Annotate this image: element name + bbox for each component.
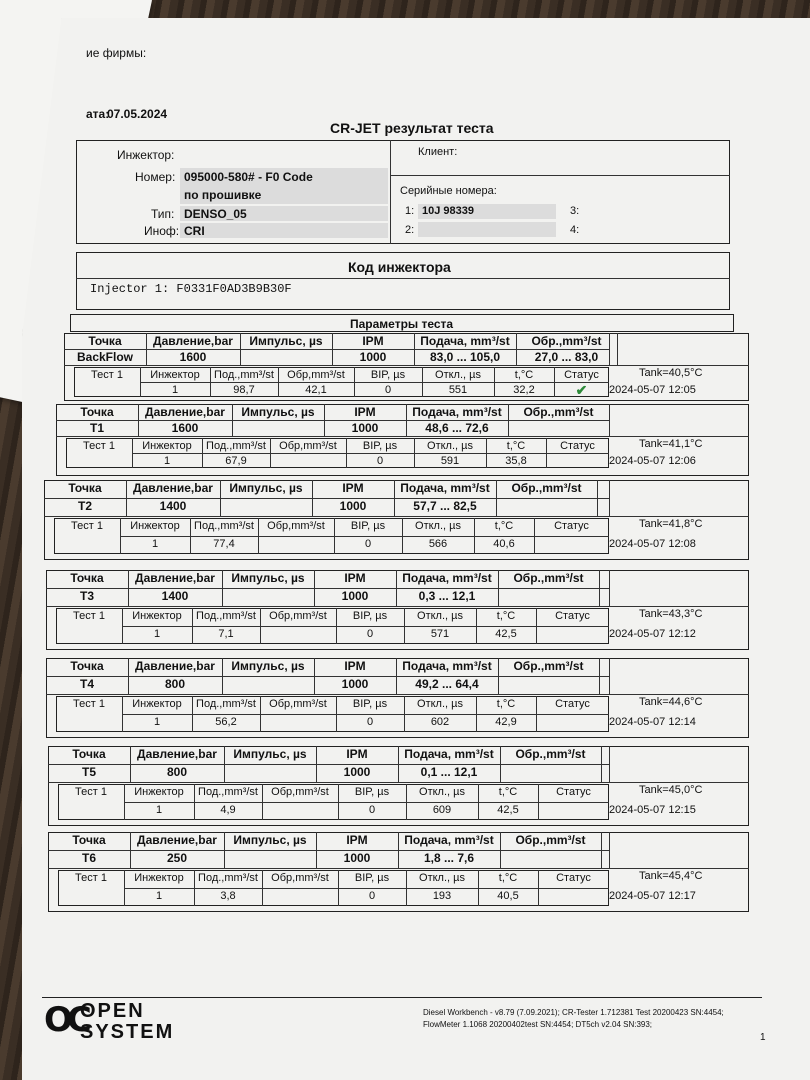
sub-header-status: Статус — [556, 872, 591, 884]
header-bottom-line — [46, 694, 749, 695]
client-divider — [390, 175, 730, 176]
number-value: 095000-580# - F0 Code — [184, 170, 313, 184]
col-header-pressure: Давление,bar — [137, 833, 217, 847]
sub-header-pod: Под.,mm³/st — [206, 440, 266, 452]
type-value: DENSO_05 — [184, 207, 247, 221]
col-header-pressure: Давление,bar — [137, 747, 217, 761]
measure-otkl: 602 — [430, 716, 450, 728]
measure-bip: 0 — [366, 716, 374, 728]
col-header-delivery: Подача, mm³/st — [402, 571, 492, 585]
pressure-value: 1400 — [159, 499, 187, 513]
measure-temp: 35,8 — [505, 455, 527, 467]
col-header-impulse: Импульс, µs — [231, 659, 305, 673]
serial2-shade — [418, 222, 556, 237]
sub-header-injector: Инжектор — [150, 369, 200, 381]
date-label: ата: — [86, 107, 110, 121]
status-ok-icon: ✔ — [575, 382, 588, 398]
sub-header-otkl: Откл., µs — [419, 786, 465, 798]
measure-otkl: 609 — [432, 804, 452, 816]
sub-header-pod: Под.,mm³/st — [198, 786, 258, 798]
measure-injector: 1 — [151, 538, 159, 550]
code-divider — [76, 278, 730, 279]
sub-header-obr: Обр,mm³/st — [267, 520, 325, 532]
serial-3-label: 3: — [570, 205, 580, 217]
sub-header-bip: BIP, µs — [370, 369, 406, 381]
point-value: T2 — [77, 499, 92, 513]
col-header-backflow: Обр.,mm³/st — [523, 405, 594, 419]
sub-header-otkl: Откл., µs — [417, 610, 463, 622]
sub-header-temp: t,°C — [514, 369, 534, 381]
pressure-value: 800 — [164, 677, 186, 691]
measure-injector: 1 — [153, 628, 161, 640]
sub-header-temp: t,°C — [498, 872, 518, 884]
measure-injector: 1 — [155, 804, 163, 816]
measure-row-line — [132, 453, 609, 454]
col-header-pressure: Давление,bar — [153, 334, 233, 348]
test-time: 2024-05-07 12:12 — [609, 628, 696, 640]
delivery-value: 57,7 ... 82,5 — [413, 499, 477, 513]
col-header-point: Точка — [70, 659, 104, 673]
sub-header-bip: BIP, µs — [352, 698, 388, 710]
pressure-value: 1400 — [161, 589, 189, 603]
page-number: 1 — [760, 1032, 766, 1043]
info-value: CRI — [184, 224, 205, 238]
sub-header-otkl: Откл., µs — [435, 369, 481, 381]
backflow-value: 27,0 ... 83,0 — [534, 350, 599, 364]
col-header-backflow: Обр.,mm³/st — [513, 571, 584, 585]
measure-injector: 1 — [163, 455, 171, 467]
pressure-value: 800 — [166, 765, 188, 779]
serial-2-label: 2: — [405, 224, 415, 236]
measure-otkl: 193 — [432, 890, 452, 902]
header-col-line — [617, 333, 618, 365]
sub-header-otkl: Откл., µs — [415, 520, 461, 532]
header-bottom-line — [44, 516, 749, 517]
sub-header-obr: Обр,mm³/st — [269, 610, 327, 622]
header-col-line — [601, 746, 602, 782]
sub-header-bip: BIP, µs — [354, 872, 390, 884]
measure-injector: 1 — [171, 384, 179, 396]
measure-otkl: 551 — [448, 384, 468, 396]
tank-temp: Tank=45,4°C — [639, 870, 703, 882]
sub-header-obr: Обр,mm³/st — [269, 698, 327, 710]
measure-otkl: 591 — [440, 455, 460, 467]
measure-injector: 1 — [155, 890, 163, 902]
measure-bip: 0 — [368, 890, 376, 902]
report-title: CR-JET результат теста — [330, 120, 494, 136]
footer-info-2: FlowMeter 1.1068 20200402test SN:4454; DT5ch v2.04 SN:393; — [423, 1020, 653, 1029]
pressure-value: 250 — [166, 851, 188, 865]
params-title: Параметры теста — [350, 317, 454, 331]
col-header-point: Точка — [88, 334, 122, 348]
point-value: BackFlow — [76, 350, 133, 364]
delivery-value: 0,1 ... 12,1 — [420, 765, 478, 779]
col-header-impulse: Импульс, µs — [231, 571, 305, 585]
sub-header-otkl: Откл., µs — [417, 698, 463, 710]
col-header-delivery: Подача, mm³/st — [400, 481, 490, 495]
tank-temp: Tank=40,5°C — [639, 367, 703, 379]
header-end-line — [609, 832, 610, 868]
serial-4-label: 4: — [570, 224, 580, 236]
col-header-delivery: Подача, mm³/st — [404, 833, 494, 847]
sub-header-test: Тест 1 — [75, 786, 107, 798]
ipm-value: 1000 — [341, 589, 369, 603]
sub-header-status: Статус — [564, 369, 599, 381]
measure-row-line — [124, 802, 609, 803]
col-header-impulse: Импульс, µs — [241, 405, 315, 419]
pressure-value: 1600 — [171, 421, 199, 435]
delivery-value: 0,3 ... 12,1 — [418, 589, 476, 603]
header-col-line — [597, 480, 598, 516]
measure-otkl: 566 — [428, 538, 448, 550]
measure-temp: 42,5 — [495, 628, 517, 640]
serial-1-label: 1: — [405, 205, 415, 217]
sub-header-test: Тест 1 — [91, 369, 123, 381]
tank-temp: Tank=43,3°C — [639, 608, 703, 620]
col-header-pressure: Давление,bar — [145, 405, 225, 419]
col-header-delivery: Подача, mm³/st — [402, 659, 492, 673]
col-header-point: Точка — [70, 571, 104, 585]
measure-temp: 42,9 — [495, 716, 517, 728]
col-header-backflow: Обр.,mm³/st — [513, 659, 584, 673]
col-header-delivery: Подача, mm³/st — [420, 334, 510, 348]
header-bottom-line — [56, 436, 749, 437]
sub-header-obr: Обр,mm³/st — [279, 440, 337, 452]
col-header-pressure: Давление,bar — [135, 571, 215, 585]
col-header-ipm: IPM — [346, 833, 368, 847]
sub-header-injector: Инжектор — [134, 786, 184, 798]
test-time: 2024-05-07 12:06 — [609, 455, 696, 467]
measure-bip: 0 — [364, 538, 372, 550]
measure-bip: 0 — [384, 384, 392, 396]
number-label: Номер: — [135, 170, 176, 184]
ipm-value: 1000 — [343, 851, 371, 865]
sub-header-pod: Под.,mm³/st — [194, 520, 254, 532]
header-col-line — [599, 658, 600, 694]
sub-header-injector: Инжектор — [132, 698, 182, 710]
info-shade — [180, 223, 388, 238]
test-time: 2024-05-07 12:05 — [609, 384, 696, 396]
logo-open: OPEN — [80, 1000, 145, 1022]
sub-header-status: Статус — [555, 610, 590, 622]
delivery-value: 1,8 ... 7,6 — [423, 851, 475, 865]
col-header-point: Точка — [72, 833, 106, 847]
col-header-backflow: Обр.,mm³/st — [515, 747, 586, 761]
serial-1-value: 10J 98339 — [422, 205, 474, 217]
measure-pod: 98,7 — [233, 384, 255, 396]
header-bottom-line — [48, 782, 749, 783]
sub-header-test: Тест 1 — [83, 440, 115, 452]
sub-header-pod: Под.,mm³/st — [196, 610, 256, 622]
date-value: 07.05.2024 — [107, 107, 168, 121]
header-bottom-line — [64, 365, 749, 366]
measure-row-line — [120, 536, 609, 537]
number-value-2: по прошивке — [184, 188, 262, 202]
point-value: T5 — [81, 765, 96, 779]
footer-info-1: Diesel Workbench - v8.79 (7.09.2021); CR-Tester 1.712381 Test 20200423 SN:4454; — [423, 1008, 724, 1017]
info-label: Иноф: — [144, 224, 180, 238]
sub-header-injector: Инжектор — [134, 872, 184, 884]
col-header-point: Точка — [72, 747, 106, 761]
col-header-delivery: Подача, mm³/st — [404, 747, 494, 761]
col-header-ipm: IPM — [354, 405, 376, 419]
sub-header-otkl: Откл., µs — [427, 440, 473, 452]
code-title: Код инжектора — [348, 259, 451, 275]
sub-header-obr: Обр,mm³/st — [287, 369, 345, 381]
header-bottom-line — [46, 606, 749, 607]
tank-temp: Tank=44,6°C — [639, 696, 703, 708]
sub-header-temp: t,°C — [494, 520, 514, 532]
col-header-ipm: IPM — [362, 334, 384, 348]
sub-header-test: Тест 1 — [75, 872, 107, 884]
header-end-line — [609, 746, 610, 782]
measure-bip: 0 — [366, 628, 374, 640]
sub-header-temp: t,°C — [496, 698, 516, 710]
point-value: T3 — [79, 589, 94, 603]
measure-row-line — [124, 888, 609, 889]
col-header-delivery: Подача, mm³/st — [412, 405, 502, 419]
header-end-line — [609, 658, 610, 694]
company-label: ие фирмы: — [86, 46, 147, 60]
sub-header-test: Тест 1 — [71, 520, 103, 532]
point-value: T6 — [81, 851, 96, 865]
injector-label: Инжектор: — [117, 148, 175, 162]
tank-temp: Tank=41,8°C — [639, 518, 703, 530]
tank-temp: Tank=41,1°C — [639, 438, 703, 450]
header-end-line — [609, 480, 610, 516]
measure-bip: 0 — [376, 455, 384, 467]
sub-header-otkl: Откл., µs — [419, 872, 465, 884]
ipm-value: 1000 — [339, 499, 367, 513]
sub-header-test: Тест 1 — [73, 698, 105, 710]
col-header-pressure: Давление,bar — [133, 481, 213, 495]
delivery-value: 48,6 ... 72,6 — [425, 421, 489, 435]
test-time: 2024-05-07 12:17 — [609, 890, 696, 902]
header-col-line — [599, 570, 600, 606]
measure-pod: 3,8 — [220, 890, 236, 902]
measure-pod: 7,1 — [218, 628, 234, 640]
measure-temp: 40,5 — [497, 890, 519, 902]
ipm-value: 1000 — [351, 421, 379, 435]
sub-header-bip: BIP, µs — [350, 520, 386, 532]
col-header-backflow: Обр.,mm³/st — [515, 833, 586, 847]
header-end-line — [609, 570, 610, 606]
tank-temp: Tank=45,0°C — [639, 784, 703, 796]
sub-header-pod: Под.,mm³/st — [214, 369, 274, 381]
sub-header-injector: Инжектор — [132, 610, 182, 622]
sub-header-temp: t,°C — [496, 610, 516, 622]
measure-pod: 4,9 — [220, 804, 236, 816]
measure-pod: 77,4 — [213, 538, 235, 550]
info-box-divider — [390, 140, 391, 244]
ipm-value: 1000 — [341, 677, 369, 691]
measure-temp: 42,5 — [497, 804, 519, 816]
measure-pod: 67,9 — [225, 455, 247, 467]
col-header-ipm: IPM — [344, 659, 366, 673]
col-header-impulse: Импульс, µs — [233, 747, 307, 761]
col-header-impulse: Импульс, µs — [233, 833, 307, 847]
sub-header-temp: t,°C — [506, 440, 526, 452]
sub-header-pod: Под.,mm³/st — [198, 872, 258, 884]
delivery-value: 49,2 ... 64,4 — [415, 677, 479, 691]
sub-header-bip: BIP, µs — [354, 786, 390, 798]
sub-header-status: Статус — [556, 786, 591, 798]
col-header-point: Точка — [68, 481, 102, 495]
measure-temp: 32,2 — [513, 384, 535, 396]
col-header-impulse: Импульс, µs — [229, 481, 303, 495]
point-value: T1 — [89, 421, 104, 435]
col-header-point: Точка — [80, 405, 114, 419]
footer-line — [42, 997, 762, 998]
point-value: T4 — [79, 677, 94, 691]
sub-header-injector: Инжектор — [142, 440, 192, 452]
logo-system: SYSTEM — [80, 1021, 175, 1043]
logo-letters: OC — [44, 1000, 86, 1040]
col-header-ipm: IPM — [346, 747, 368, 761]
header-bottom-line — [48, 868, 749, 869]
col-header-impulse: Импульс, µs — [249, 334, 323, 348]
injector-code: Injector 1: F0331F0AD3B9B30F — [90, 282, 292, 296]
measure-obr: 42,1 — [305, 384, 327, 396]
serials-label: Серийные номера: — [400, 185, 497, 197]
col-header-pressure: Давление,bar — [135, 659, 215, 673]
col-header-backflow: Обр.,mm³/st — [531, 334, 602, 348]
sub-header-obr: Обр,mm³/st — [271, 786, 329, 798]
client-label: Клиент: — [418, 146, 458, 158]
col-header-ipm: IPM — [344, 571, 366, 585]
sub-header-bip: BIP, µs — [352, 610, 388, 622]
ipm-value: 1000 — [359, 350, 387, 364]
delivery-value: 83,0 ... 105,0 — [429, 350, 501, 364]
measure-otkl: 571 — [430, 628, 450, 640]
sub-header-bip: BIP, µs — [362, 440, 398, 452]
test-time: 2024-05-07 12:08 — [609, 538, 696, 550]
sub-header-test: Тест 1 — [73, 610, 105, 622]
type-label: Тип: — [151, 207, 175, 221]
sub-header-status: Статус — [560, 440, 595, 452]
sub-header-status: Статус — [554, 520, 589, 532]
measure-temp: 40,6 — [493, 538, 515, 550]
col-header-ipm: IPM — [342, 481, 364, 495]
col-header-backflow: Обр.,mm³/st — [511, 481, 582, 495]
measure-injector: 1 — [153, 716, 161, 728]
sub-header-obr: Обр,mm³/st — [271, 872, 329, 884]
ipm-value: 1000 — [343, 765, 371, 779]
pressure-value: 1600 — [179, 350, 207, 364]
sub-header-temp: t,°C — [498, 786, 518, 798]
sub-header-injector: Инжектор — [130, 520, 180, 532]
test-time: 2024-05-07 12:15 — [609, 804, 696, 816]
sub-header-status: Статус — [555, 698, 590, 710]
test-time: 2024-05-07 12:14 — [609, 716, 696, 728]
measure-pod: 56,2 — [215, 716, 237, 728]
header-col-line — [601, 832, 602, 868]
sub-header-pod: Под.,mm³/st — [196, 698, 256, 710]
header-end-line — [609, 404, 610, 436]
measure-bip: 0 — [368, 804, 376, 816]
